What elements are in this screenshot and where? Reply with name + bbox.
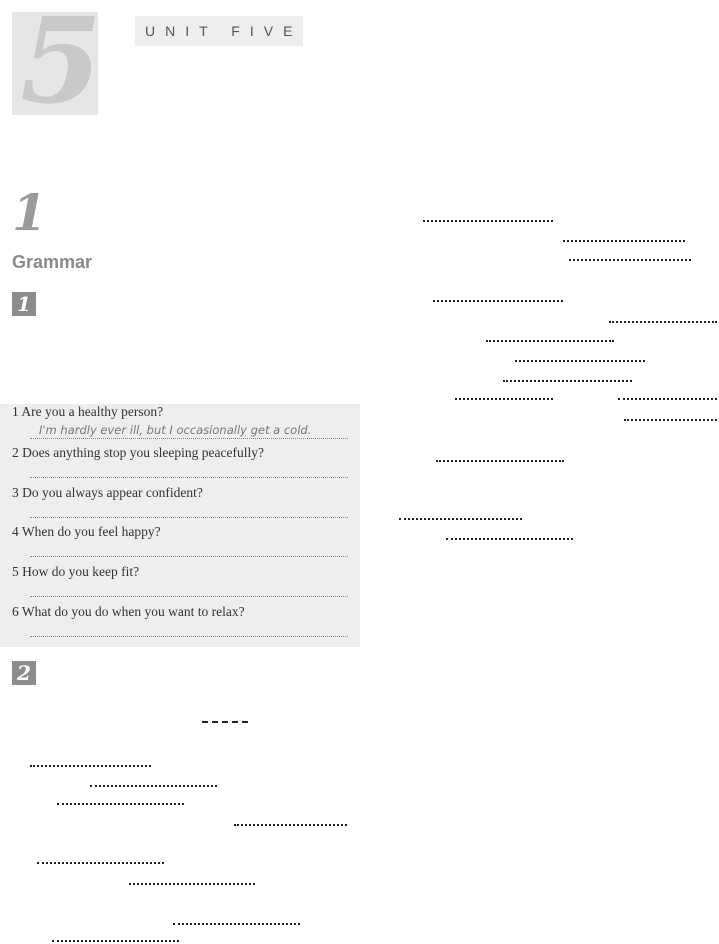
blank[interactable] xyxy=(503,380,632,382)
blank[interactable] xyxy=(423,220,553,222)
blank[interactable] xyxy=(618,398,717,400)
exercise-2-badge: 2 xyxy=(12,661,36,685)
blank[interactable] xyxy=(436,460,564,462)
unit-number-box xyxy=(12,0,103,130)
blank[interactable] xyxy=(37,862,164,864)
blank[interactable] xyxy=(399,518,522,520)
section-number: 1 xyxy=(12,183,47,242)
blank[interactable] xyxy=(129,883,255,885)
blank[interactable] xyxy=(446,538,573,540)
blank[interactable] xyxy=(563,240,685,242)
unit-number: 5 xyxy=(20,0,103,130)
blank[interactable] xyxy=(433,300,563,302)
blank[interactable] xyxy=(624,419,717,421)
blank[interactable] xyxy=(234,824,347,826)
blank[interactable] xyxy=(486,340,614,342)
blank[interactable] xyxy=(90,785,217,787)
answer-2[interactable] xyxy=(30,462,348,478)
exercise-1-panel xyxy=(0,404,360,647)
question-6: 6 What do you do when you want to relax? xyxy=(12,604,245,619)
blank[interactable] xyxy=(515,360,645,362)
blank[interactable] xyxy=(455,398,553,400)
answer-3[interactable] xyxy=(30,502,348,518)
section-title: Grammar xyxy=(12,252,93,272)
answer-6[interactable] xyxy=(30,621,348,637)
example-blank xyxy=(202,721,248,723)
blank[interactable] xyxy=(173,923,300,925)
blank[interactable] xyxy=(569,259,691,261)
question-3: 3 Do you always appear confident? xyxy=(12,485,203,500)
exercise-1-badge: 1 xyxy=(12,292,36,316)
answer-4[interactable] xyxy=(30,541,348,557)
question-4: 4 When do you feel happy? xyxy=(12,524,161,539)
blank[interactable] xyxy=(52,940,179,942)
question-2: 2 Does anything stop you sleeping peacefully? xyxy=(12,445,264,460)
answer-5[interactable] xyxy=(30,581,348,597)
blank[interactable] xyxy=(609,321,717,323)
blank[interactable] xyxy=(57,803,184,805)
question-5: 5 How do you keep fit? xyxy=(12,564,140,579)
unit-label: UNIT FIVE xyxy=(135,16,303,46)
answer-1[interactable]: I'm hardly ever ill, but I occasionally get a cold. xyxy=(30,423,348,439)
question-1: 1 Are you a healthy person? xyxy=(12,404,164,419)
blank[interactable] xyxy=(30,765,151,767)
